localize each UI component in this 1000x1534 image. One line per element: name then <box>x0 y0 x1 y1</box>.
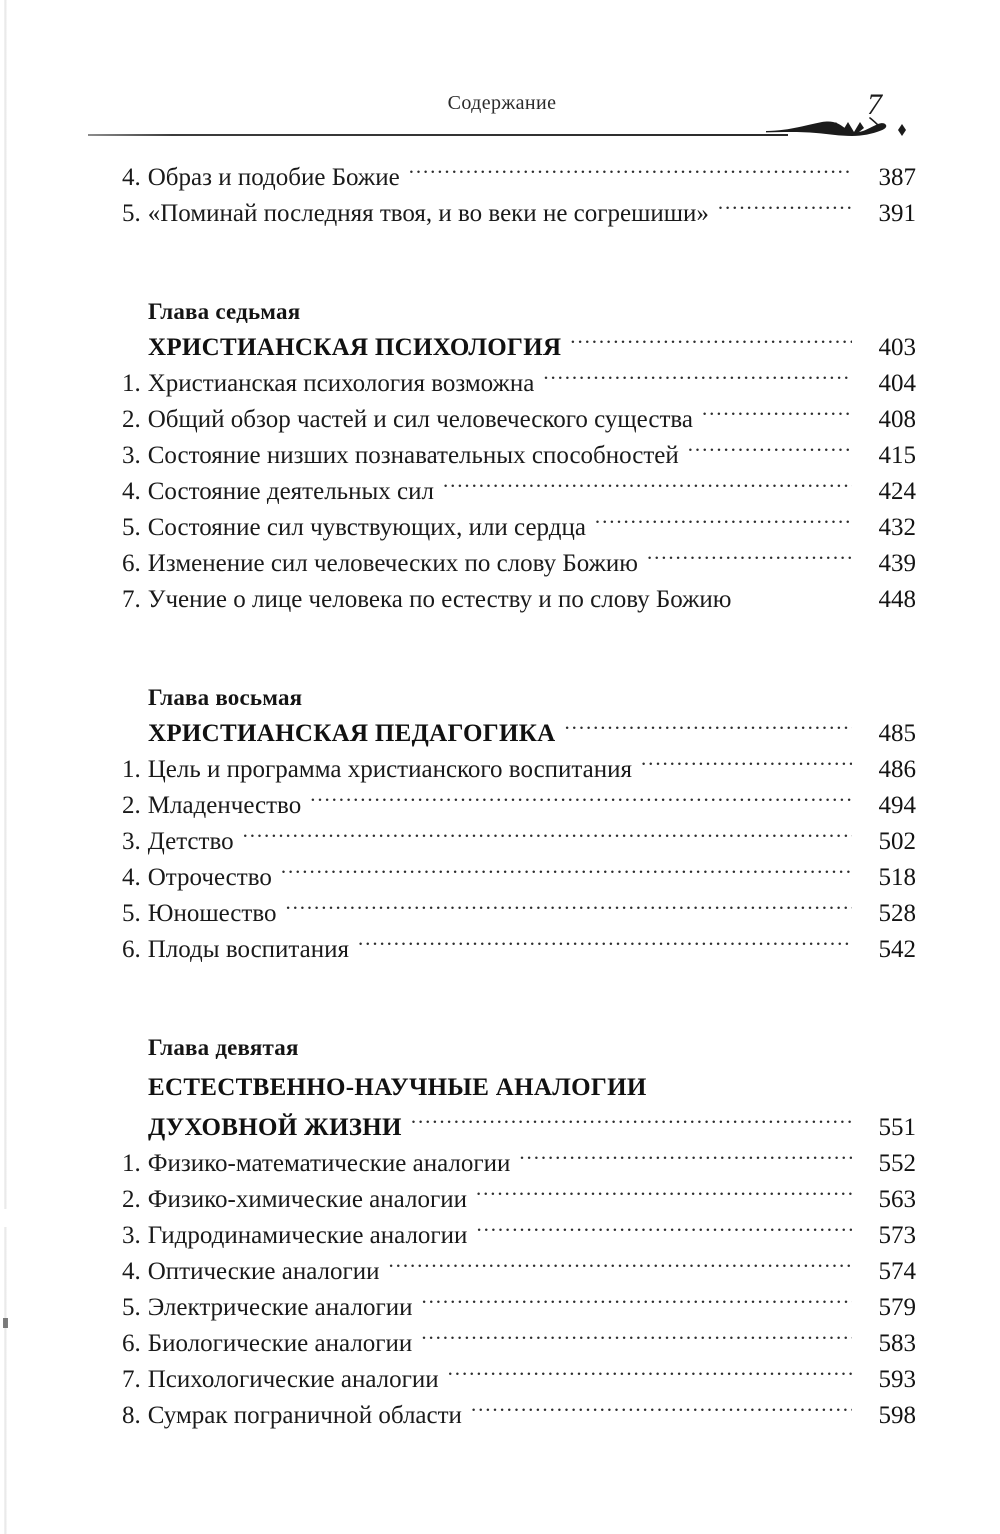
toc-entry-page-number: 391 <box>878 200 916 227</box>
toc-entry-number: 2. <box>122 1186 141 1213</box>
table-of-contents <box>122 160 916 1434</box>
toc-entry-label: Отрочество <box>147 864 272 891</box>
scan-speck-artifact <box>3 1318 8 1328</box>
toc-entry-number: 1. <box>122 756 141 783</box>
toc-entry-number: 4. <box>122 1258 141 1285</box>
toc-entry-label: Состояние сил чувствующих, или сердца <box>147 514 586 541</box>
toc-entry-row[interactable] <box>122 1218 916 1254</box>
dot-leader <box>543 375 852 391</box>
dot-leader <box>411 1119 852 1135</box>
toc-entry-label: Общий обзор частей и сил человеческого существа <box>147 406 693 433</box>
dot-leader <box>421 1335 852 1351</box>
dot-leader <box>718 205 852 221</box>
toc-leading-entries <box>122 160 916 232</box>
chapter-title-text: ХРИСТИАНСКАЯ ПЕДАГОГИКА <box>148 720 556 747</box>
toc-entry-page-number: 485 <box>878 720 916 747</box>
toc-entry-label: Изменение сил человеческих по слову Божию <box>147 550 638 577</box>
toc-entry-row[interactable] <box>122 1290 916 1326</box>
toc-entry-row[interactable] <box>122 896 916 932</box>
toc-entry-label: Физико-химические аналогии <box>147 1186 467 1213</box>
chapter-spacer <box>122 968 916 1030</box>
toc-entry-page-number: 551 <box>878 1114 916 1141</box>
toc-entry-number: 2. <box>122 792 141 819</box>
chapter-kicker: Глава восьмая <box>148 685 303 710</box>
toc-entry-row[interactable] <box>122 160 916 196</box>
toc-entry-page-number: 573 <box>878 1222 916 1249</box>
toc-entry-label: Биологические аналогии <box>147 1330 413 1357</box>
scan-edge-nick <box>4 1209 8 1227</box>
toc-entry-label: Гидродинамические аналогии <box>147 1222 468 1249</box>
toc-entry-row[interactable] <box>122 196 916 232</box>
toc-entry-page-number: 502 <box>878 828 916 855</box>
chapter-block <box>122 1030 916 1434</box>
toc-entry-label: Плоды воспитания <box>147 936 350 963</box>
running-head <box>88 88 916 140</box>
toc-entry-page-number: 403 <box>878 334 916 361</box>
toc-entry-number: 2. <box>122 406 141 433</box>
toc-entry-row[interactable] <box>122 1182 916 1218</box>
dot-leader <box>476 1227 852 1243</box>
toc-entry-number: 6. <box>122 936 141 963</box>
chapter-block <box>122 680 916 968</box>
toc-entry-number: 7. <box>122 586 141 613</box>
dot-leader <box>448 1371 852 1387</box>
toc-entry-page-number: 574 <box>878 1258 916 1285</box>
header-rule <box>88 134 788 136</box>
toc-entry-row[interactable] <box>122 752 916 788</box>
dot-leader <box>421 1299 852 1315</box>
toc-entry-label: Состояние деятельных сил <box>147 478 434 505</box>
toc-entry-number: 7. <box>122 1366 141 1393</box>
running-head-title: Содержание <box>447 92 557 114</box>
toc-entry-row[interactable] <box>122 474 916 510</box>
toc-entry-label: Состояние низших познавательных способностей <box>147 442 679 469</box>
toc-entry-number: 5. <box>122 514 141 541</box>
toc-entry-row[interactable] <box>122 932 916 968</box>
flourish-ornament-icon <box>766 112 916 146</box>
toc-entry-page-number: 598 <box>878 1402 916 1429</box>
chapter-title-row[interactable] <box>148 1110 916 1146</box>
toc-entry-number: 4. <box>122 164 141 191</box>
dot-leader <box>476 1191 852 1207</box>
chapter-title-row[interactable] <box>148 716 916 752</box>
toc-entry-page-number: 542 <box>878 936 916 963</box>
chapter-title-line: ЕСТЕСТВЕННО-НАУЧНЫЕ АНАЛОГИИ <box>148 1074 647 1101</box>
toc-entry-number: 5. <box>122 900 141 927</box>
toc-entry-number: 3. <box>122 442 141 469</box>
dot-leader <box>519 1155 852 1171</box>
toc-entry-label: Учение о лице человека по естеству и по слову Божию <box>147 586 732 613</box>
toc-entry-label: Сумрак пограничной области <box>147 1402 462 1429</box>
toc-entry-page-number: 404 <box>878 370 916 397</box>
toc-entry-label: Юношество <box>147 900 277 927</box>
toc-entry-label: Детство <box>147 828 234 855</box>
toc-entry-row[interactable] <box>122 1362 916 1398</box>
dot-leader <box>688 447 852 463</box>
dot-leader <box>285 905 852 921</box>
chapter-title-text: ХРИСТИАНСКАЯ ПСИХОЛОГИЯ <box>148 334 562 361</box>
chapter-title-row[interactable] <box>148 330 916 366</box>
chapter-title-text: ДУХОВНОЙ ЖИЗНИ <box>148 1114 402 1141</box>
toc-entry-label: Христианская психология возможна <box>147 370 535 397</box>
toc-entry-number: 4. <box>122 864 141 891</box>
dot-leader <box>243 833 852 849</box>
toc-entry-page-number: 439 <box>878 550 916 577</box>
scan-gutter-artifact <box>4 0 7 1534</box>
toc-entry-row[interactable] <box>122 582 916 618</box>
dot-leader <box>702 411 852 427</box>
dot-leader <box>647 555 852 571</box>
toc-entry-page-number: 583 <box>878 1330 916 1357</box>
toc-entry-page-number: 486 <box>878 756 916 783</box>
toc-entry-row[interactable] <box>122 438 916 474</box>
toc-entry-row[interactable] <box>122 1398 916 1434</box>
toc-chapters <box>122 232 916 1434</box>
toc-entry-row[interactable] <box>122 1146 916 1182</box>
toc-entry-page-number: 448 <box>878 586 916 613</box>
dot-leader <box>570 339 852 355</box>
toc-entry-number: 3. <box>122 1222 141 1249</box>
toc-entry-label: Физико-математические аналогии <box>147 1150 511 1177</box>
toc-entry-page-number: 424 <box>878 478 916 505</box>
dot-leader <box>565 725 852 741</box>
toc-entry-number: 5. <box>122 1294 141 1321</box>
toc-entry-label: Психологические аналогии <box>147 1366 439 1393</box>
toc-entry-number: 3. <box>122 828 141 855</box>
toc-entry-row[interactable] <box>122 510 916 546</box>
toc-entry-page-number: 408 <box>878 406 916 433</box>
toc-entry-page-number: 494 <box>878 792 916 819</box>
toc-entry-page-number: 387 <box>878 164 916 191</box>
toc-entry-page-number: 593 <box>878 1366 916 1393</box>
dot-leader <box>310 797 852 813</box>
toc-entry-number: 1. <box>122 370 141 397</box>
toc-entry-label: Оптические аналогии <box>147 1258 380 1285</box>
toc-entry-row[interactable] <box>122 824 916 860</box>
toc-entry-page-number: 518 <box>878 864 916 891</box>
dot-leader <box>358 941 852 957</box>
toc-entry-page-number: 415 <box>878 442 916 469</box>
toc-entry-number: 1. <box>122 1150 141 1177</box>
toc-entry-row[interactable] <box>122 366 916 402</box>
toc-entry-row[interactable] <box>122 788 916 824</box>
toc-entry-label: Цель и программа христианского воспитания <box>147 756 633 783</box>
toc-entry-number: 6. <box>122 1330 141 1357</box>
toc-entry-label: Электрические аналогии <box>147 1294 413 1321</box>
page-number: 7 <box>867 88 882 121</box>
toc-entry-number: 5. <box>122 200 141 227</box>
dot-leader <box>443 483 852 499</box>
toc-entry-number: 8. <box>122 1402 141 1429</box>
toc-entry-page-number: 563 <box>878 1186 916 1213</box>
dot-leader <box>389 1263 852 1279</box>
toc-entry-row[interactable] <box>122 1326 916 1362</box>
toc-entry-page-number: 552 <box>878 1150 916 1177</box>
chapter-kicker: Глава девятая <box>148 1035 299 1060</box>
toc-entry-label: «Поминай последняя твоя, и во веки не согрешиши» <box>147 200 709 227</box>
toc-entry-label: Образ и подобие Божие <box>147 164 400 191</box>
toc-entry-number: 4. <box>122 478 141 505</box>
toc-entry-page-number: 528 <box>878 900 916 927</box>
chapter-kicker: Глава седьмая <box>148 299 301 324</box>
chapter-spacer <box>122 232 916 294</box>
dot-leader <box>471 1407 852 1423</box>
chapter-block <box>122 294 916 618</box>
toc-entry-page-number: 579 <box>878 1294 916 1321</box>
toc-entry-number: 6. <box>122 550 141 577</box>
dot-leader <box>740 591 852 607</box>
dot-leader <box>641 761 852 777</box>
dot-leader <box>409 169 852 185</box>
toc-entry-row[interactable] <box>122 860 916 896</box>
dot-leader <box>595 519 852 535</box>
toc-entry-row[interactable] <box>122 546 916 582</box>
chapter-spacer <box>122 618 916 680</box>
toc-entry-label: Младенчество <box>147 792 302 819</box>
toc-entry-row[interactable] <box>122 402 916 438</box>
toc-entry-row[interactable] <box>122 1254 916 1290</box>
toc-entry-page-number: 432 <box>878 514 916 541</box>
dot-leader <box>281 869 852 885</box>
